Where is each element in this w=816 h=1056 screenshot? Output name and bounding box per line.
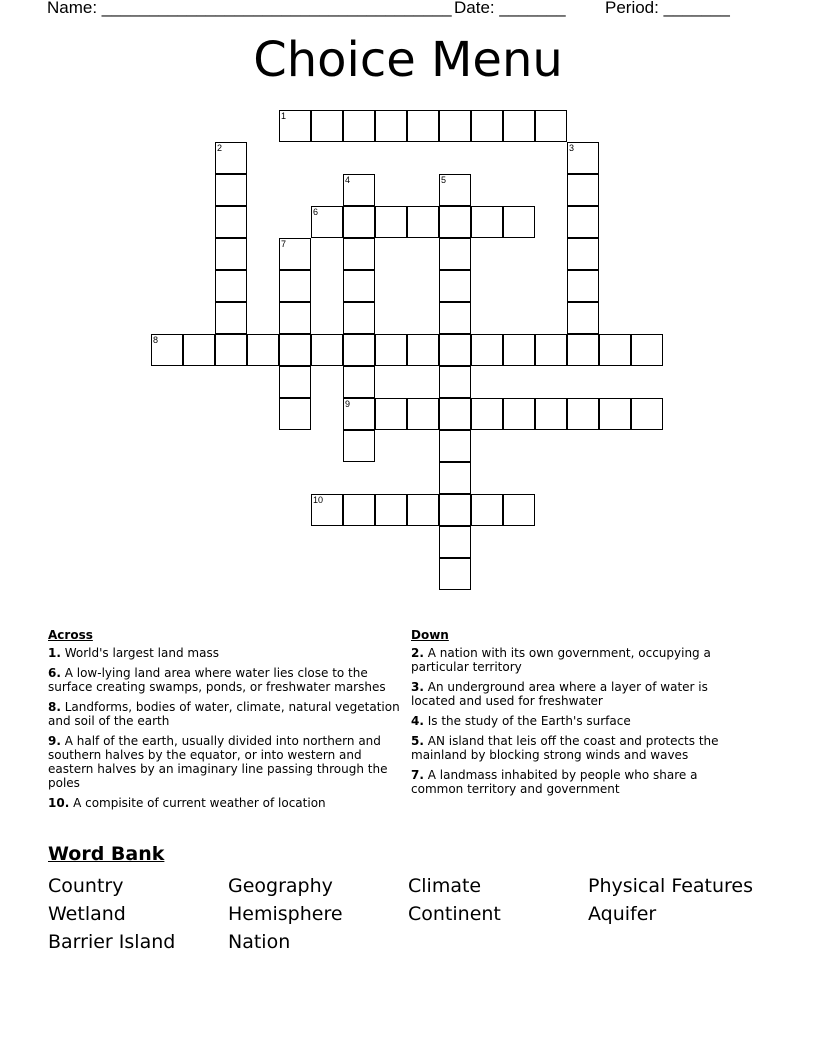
- across-heading: Across: [48, 628, 93, 642]
- clue-number: 7.: [411, 768, 424, 782]
- crossword-cell[interactable]: [343, 238, 375, 270]
- crossword-cell[interactable]: [471, 110, 503, 142]
- crossword-cell[interactable]: [439, 206, 471, 238]
- crossword-cell[interactable]: [375, 206, 407, 238]
- clue-number: 4.: [411, 714, 424, 728]
- word-bank-title: Word Bank: [48, 843, 165, 865]
- crossword-cell[interactable]: [215, 206, 247, 238]
- crossword-cell[interactable]: [439, 174, 471, 206]
- crossword-cell[interactable]: [567, 334, 599, 366]
- crossword-cell[interactable]: [439, 270, 471, 302]
- clue-number: 3.: [411, 680, 424, 694]
- word-bank-item: Physical Features: [588, 875, 754, 897]
- word-bank-item: Hemisphere: [228, 903, 343, 925]
- across-clues: [48, 628, 408, 816]
- crossword-cell[interactable]: [279, 110, 311, 142]
- crossword-cell[interactable]: [439, 430, 471, 462]
- crossword-cell[interactable]: [503, 494, 535, 526]
- crossword-cell[interactable]: [311, 110, 343, 142]
- crossword-cell[interactable]: [247, 334, 279, 366]
- crossword-cell[interactable]: [407, 110, 439, 142]
- crossword-cell[interactable]: [343, 334, 375, 366]
- clue-text: A nation with its own government, occupying a particular territory: [411, 646, 711, 674]
- down-clue: [411, 646, 751, 674]
- crossword-cell[interactable]: [151, 334, 183, 366]
- cell-number: 5: [441, 175, 447, 185]
- clue-number: 2.: [411, 646, 424, 660]
- crossword-cell[interactable]: [567, 206, 599, 238]
- down-clue: [411, 734, 751, 762]
- across-clue: [48, 734, 408, 790]
- period-line[interactable]: Period: _______: [605, 0, 730, 17]
- down-clue: [411, 680, 751, 708]
- crossword-cell[interactable]: [535, 110, 567, 142]
- cell-number: 6: [313, 207, 319, 217]
- crossword-cell[interactable]: [471, 206, 503, 238]
- crossword-cell[interactable]: [439, 398, 471, 430]
- cell-number: 7: [281, 239, 287, 249]
- crossword-cell[interactable]: [311, 334, 343, 366]
- across-clue: [48, 666, 408, 694]
- cell-number: 10: [313, 495, 324, 505]
- word-bank-item: Barrier Island: [48, 931, 176, 953]
- crossword-cell[interactable]: [279, 238, 311, 270]
- crossword-cell[interactable]: [567, 174, 599, 206]
- crossword-cell[interactable]: [439, 110, 471, 142]
- clue-number: 8.: [48, 700, 61, 714]
- crossword-cell[interactable]: [375, 398, 407, 430]
- crossword-cell[interactable]: [503, 398, 535, 430]
- crossword-cell[interactable]: [599, 334, 631, 366]
- cell-number: 1: [281, 111, 287, 121]
- crossword-cell[interactable]: [567, 302, 599, 334]
- crossword-cell[interactable]: [215, 142, 247, 174]
- crossword-cell[interactable]: [343, 206, 375, 238]
- word-bank-item: Country: [48, 875, 124, 897]
- word-bank-item: Aquifer: [588, 903, 657, 925]
- clue-number: 1.: [48, 646, 61, 660]
- crossword-cell[interactable]: [471, 398, 503, 430]
- crossword-cell[interactable]: [375, 110, 407, 142]
- crossword-cell[interactable]: [503, 206, 535, 238]
- crossword-cell[interactable]: [567, 398, 599, 430]
- crossword-cell[interactable]: [215, 238, 247, 270]
- crossword-cell[interactable]: [439, 526, 471, 558]
- crossword-cell[interactable]: [567, 270, 599, 302]
- crossword-cell[interactable]: [215, 174, 247, 206]
- clue-text: AN island that leis off the coast and protects the mainland by blocking strong winds and waves: [411, 734, 719, 762]
- crossword-cell[interactable]: [407, 494, 439, 526]
- crossword-cell[interactable]: [439, 334, 471, 366]
- name-line[interactable]: Name: _____________________________________: [47, 0, 452, 17]
- crossword-cell[interactable]: [407, 334, 439, 366]
- down-clue: [411, 768, 751, 796]
- across-clue: [48, 700, 408, 728]
- cell-number: 9: [345, 399, 351, 409]
- crossword-cell[interactable]: [343, 110, 375, 142]
- crossword-cell[interactable]: [439, 558, 471, 590]
- crossword-cell[interactable]: [343, 302, 375, 334]
- crossword-cell[interactable]: [503, 110, 535, 142]
- cell-number: 2: [217, 143, 223, 153]
- crossword-cell[interactable]: [375, 334, 407, 366]
- crossword-cell[interactable]: [471, 334, 503, 366]
- clue-text: An underground area where a layer of water is located and used for freshwater: [411, 680, 708, 708]
- crossword-cell[interactable]: [535, 398, 567, 430]
- clue-text: Is the study of the Earth's surface: [423, 714, 631, 728]
- across-clue: [48, 796, 408, 810]
- clue-number: 9.: [48, 734, 61, 748]
- cell-number: 4: [345, 175, 351, 185]
- crossword-cell[interactable]: [439, 462, 471, 494]
- clue-text: World's largest land mass: [60, 646, 219, 660]
- crossword-cell[interactable]: [343, 366, 375, 398]
- clue-text: Landforms, bodies of water, climate, natural vegetation and soil of the earth: [48, 700, 400, 728]
- crossword-cell[interactable]: [343, 494, 375, 526]
- crossword-cell[interactable]: [439, 302, 471, 334]
- crossword-cell[interactable]: [279, 302, 311, 334]
- crossword-cell[interactable]: [407, 398, 439, 430]
- crossword-cell[interactable]: [215, 270, 247, 302]
- crossword-cell[interactable]: [471, 494, 503, 526]
- crossword-cell[interactable]: [631, 398, 663, 430]
- crossword-cell[interactable]: [567, 238, 599, 270]
- word-bank-item: Geography: [228, 875, 333, 897]
- crossword-cell[interactable]: [407, 206, 439, 238]
- crossword-cell[interactable]: [631, 334, 663, 366]
- clue-text: A landmass inhabited by people who share a common territory and government: [411, 768, 698, 796]
- clue-number: 6.: [48, 666, 61, 680]
- date-line[interactable]: Date: _______: [454, 0, 566, 17]
- crossword-cell[interactable]: [439, 366, 471, 398]
- crossword-cell[interactable]: [311, 206, 343, 238]
- word-bank-item: Nation: [228, 931, 291, 953]
- clue-number: 5.: [411, 734, 424, 748]
- word-bank-item: Wetland: [48, 903, 126, 925]
- crossword-cell[interactable]: [503, 334, 535, 366]
- crossword-cell[interactable]: [343, 398, 375, 430]
- crossword-cell[interactable]: [215, 334, 247, 366]
- down-clue: [411, 714, 751, 728]
- crossword-cell[interactable]: [343, 174, 375, 206]
- crossword-cell[interactable]: [279, 270, 311, 302]
- clue-number: 10.: [48, 796, 70, 810]
- down-heading: Down: [411, 628, 449, 642]
- word-bank-item: Continent: [408, 903, 501, 925]
- crossword-cell[interactable]: [439, 494, 471, 526]
- crossword-cell[interactable]: [599, 398, 631, 430]
- crossword-cell[interactable]: [311, 494, 343, 526]
- crossword-cell[interactable]: [567, 142, 599, 174]
- across-clue: [48, 646, 408, 660]
- crossword-cell[interactable]: [343, 270, 375, 302]
- crossword-cell[interactable]: [535, 334, 567, 366]
- crossword-cell[interactable]: [279, 398, 311, 430]
- crossword-cell[interactable]: [343, 430, 375, 462]
- clue-text: A low-lying land area where water lies close to the surface creating swamps, ponds, or freshwater marshes: [48, 666, 386, 694]
- crossword-cell[interactable]: [215, 302, 247, 334]
- page-title: Choice Menu: [253, 32, 563, 88]
- cell-number: 3: [569, 143, 575, 153]
- crossword-cell[interactable]: [279, 366, 311, 398]
- clue-text: A half of the earth, usually divided into northern and southern halves by the equator, or into western and eastern halves by an imaginary line passing through the poles: [48, 734, 388, 790]
- word-bank-item: Climate: [408, 875, 482, 897]
- cell-number: 8: [153, 335, 159, 345]
- crossword-cell[interactable]: [183, 334, 215, 366]
- crossword-cell[interactable]: [279, 334, 311, 366]
- crossword-cell[interactable]: [439, 238, 471, 270]
- crossword-cell[interactable]: [375, 494, 407, 526]
- down-clues: [411, 628, 751, 802]
- clue-text: A compisite of current weather of location: [69, 796, 326, 810]
